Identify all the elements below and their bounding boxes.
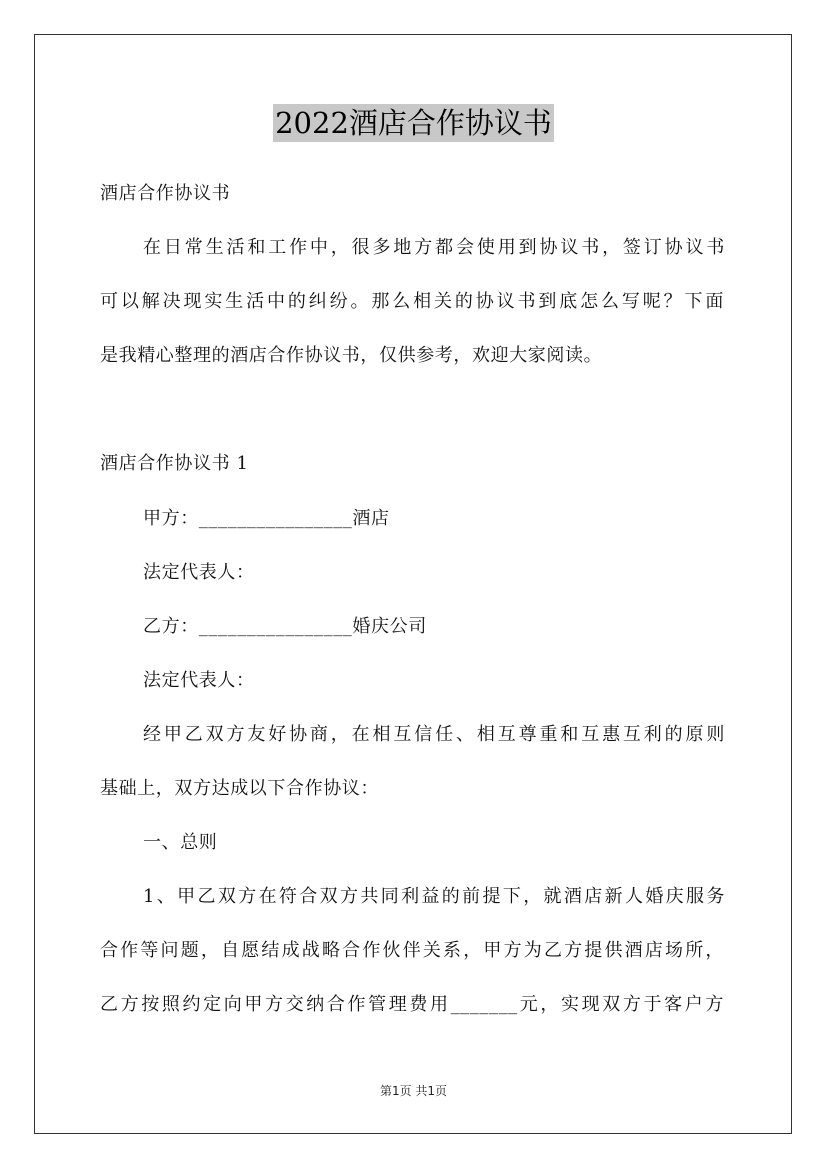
preamble-line-2: 基础上，双方达成以下合作协议： — [100, 778, 379, 799]
party-b-representative: 法定代表人： — [143, 670, 255, 691]
preamble-line-1: 经甲乙双方友好协商，在相互信任、相互尊重和互惠互利的原则 — [143, 724, 725, 745]
page-footer — [0, 1083, 827, 1099]
document-title: 2022酒店合作协议书 — [275, 106, 552, 140]
intro-line-3: 是我精心整理的酒店合作协议书，仅供参考，欢迎大家阅读。 — [100, 345, 603, 366]
document-subtitle: 酒店合作协议书 — [100, 183, 231, 204]
party-a-line: 甲方：________________酒店 — [143, 508, 390, 529]
chapter-heading: 一、总则 — [143, 832, 218, 853]
intro-line-1: 在日常生活和工作中，很多地方都会使用到协议书，签订协议书 — [143, 237, 725, 258]
party-b-line: 乙方：________________婚庆公司 — [143, 616, 427, 637]
intro-line-2: 可以解决现实生活中的纠纷。那么相关的协议书到底怎么写呢？下面 — [100, 291, 724, 312]
title-container — [0, 104, 827, 142]
clause-line-1: 1、甲乙双方在符合双方共同利益的前提下，就酒店新人婚庆服务 — [143, 886, 725, 907]
section-heading: 酒店合作协议书 1 — [100, 453, 249, 474]
clause-line-3: 乙方按照约定向甲方交纳合作管理费用_______元，实现双方于客户方 — [100, 994, 724, 1015]
party-a-representative: 法定代表人： — [143, 562, 255, 583]
clause-line-2: 合作等问题，自愿结成战略合作伙伴关系，甲方为乙方提供酒店场所， — [100, 940, 724, 961]
page-number: 第1页 共1页 — [379, 1084, 448, 1098]
